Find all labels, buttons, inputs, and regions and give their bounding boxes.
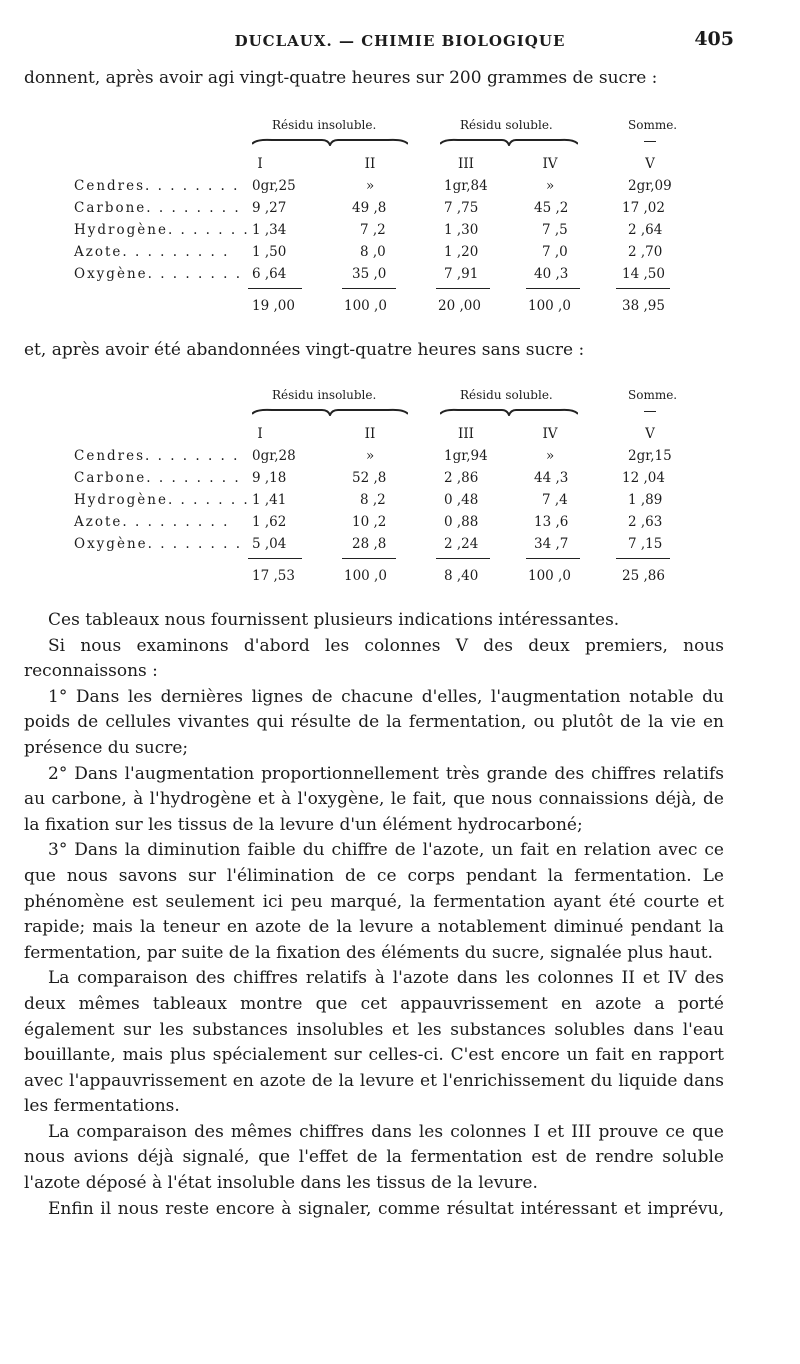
row-label: Carbone. . . . . . . . (74, 470, 241, 486)
total-value: 19 ,00 (252, 298, 295, 314)
col-numeral-3: III (458, 156, 474, 172)
col-numeral-2: II (364, 156, 376, 172)
paragraph: Ces tableaux nous fournissent plusieurs indications intéressantes. (48, 610, 620, 630)
brace-soluble (440, 408, 578, 416)
cell-value: 9 ,27 (252, 200, 287, 216)
body-text (24, 608, 724, 1222)
brace-insoluble (252, 408, 408, 416)
cell-value: 1 ,50 (252, 244, 287, 260)
brace-insoluble (252, 138, 408, 146)
cell-value: 45 ,2 (534, 200, 569, 216)
sum-rule (526, 288, 580, 289)
cell-value: » (546, 448, 555, 464)
sum-rule (616, 558, 670, 559)
cell-value: 34 ,7 (534, 536, 569, 552)
total-value: 100 ,0 (528, 568, 571, 584)
cell-value: 9 ,18 (252, 470, 287, 486)
group-header-soluble: Résidu soluble. (460, 118, 553, 132)
cell-value: 40 ,3 (534, 266, 569, 282)
cell-value: 1gr,94 (444, 448, 488, 464)
cell-value: 7 ,5 (542, 222, 568, 238)
cell-value: 6 ,64 (252, 266, 287, 282)
sum-rule (436, 558, 490, 559)
cell-value: 0 ,88 (444, 514, 479, 530)
row-label: Azote. . . . . . . . . (74, 244, 230, 260)
cell-value: 2 ,24 (444, 536, 479, 552)
col-numeral-5: V (645, 426, 655, 442)
cell-value: 1 ,89 (628, 492, 663, 508)
sum-rule (342, 558, 396, 559)
intro-line: donnent, après avoir agi vingt-quatre heures sur 200 grammes de sucre : (24, 68, 658, 88)
cell-value: 7 ,15 (628, 536, 663, 552)
cell-value: 2 ,70 (628, 244, 663, 260)
col-numeral-1: I (257, 156, 263, 172)
group-header-insoluble: Résidu insoluble. (272, 388, 377, 402)
cell-value: » (366, 448, 375, 464)
cell-value: 0 ,48 (444, 492, 479, 508)
cell-value: 35 ,0 (352, 266, 387, 282)
cell-value: » (546, 178, 555, 194)
paragraph: Enfin il nous reste encore à signaler, comme résultat intéressant et imprévu, (48, 1198, 724, 1219)
row-label: Hydrogène. . . . . . . (74, 222, 250, 238)
paragraph: La comparaison des mêmes chiffres dans les colonnes I et III prouve ce que nous avions déjà signalé, que l'effet de la fermentation est de rendre soluble l'azote déposé à l'état insoluble dans les tissus de la levure. (24, 1121, 724, 1194)
cell-value: 7 ,4 (542, 492, 568, 508)
paragraph: Si nous examinons d'abord les colonnes V des deux premiers, nous reconnaissons : (24, 635, 724, 682)
cell-value: 52 ,8 (352, 470, 387, 486)
cell-value: 7 ,75 (444, 200, 479, 216)
total-value: 100 ,0 (528, 298, 571, 314)
cell-value: 44 ,3 (534, 470, 569, 486)
cell-value: 7 ,2 (360, 222, 386, 238)
col-numeral-4: IV (542, 156, 558, 172)
cell-value: 5 ,04 (252, 536, 287, 552)
paragraph: La comparaison des chiffres relatifs à l'azote dans les colonnes II et IV des deux mêmes tableaux montre que cet appauvrissement en azote a porté également sur les substances insolubles et les substances solubles dans l'eau bouillante, mais plus spécialement sur celles-ci. C'est encore un fait en rapport avec l'appauvrissement en azote de la levure et l'enrichissement du liquide dans les fermentations. (24, 968, 724, 1117)
cell-value: 1 ,30 (444, 222, 479, 238)
sum-rule (616, 288, 670, 289)
total-value: 8 ,40 (444, 568, 479, 584)
cell-value: 7 ,91 (444, 266, 479, 282)
cell-value: 2gr,09 (628, 178, 672, 194)
cell-value: 14 ,50 (622, 266, 665, 282)
total-value: 17 ,53 (252, 568, 295, 584)
sum-rule (248, 558, 302, 559)
group-header-insoluble: Résidu insoluble. (272, 118, 377, 132)
paragraph: 2° Dans l'augmentation proportionnellement très grande des chiffres relatifs au carbone, à l'hydrogène et à l'oxygène, le fait, que nous connaissions déjà, de la fixation sur les tissus de la levure d'un élément hydrocarboné; (24, 763, 724, 835)
running-header (0, 28, 800, 56)
row-label: Hydrogène. . . . . . . (74, 492, 250, 508)
cell-value: 1 ,20 (444, 244, 479, 260)
dash-sum (644, 411, 656, 412)
cell-value: 13 ,6 (534, 514, 569, 530)
cell-value: 12 ,04 (622, 470, 665, 486)
running-title: DUCLAUX. — CHIMIE BIOLOGIQUE (234, 32, 566, 50)
cell-value: 2gr,15 (628, 448, 672, 464)
cell-value: 17 ,02 (622, 200, 665, 216)
cell-value: 1 ,62 (252, 514, 287, 530)
col-numeral-5: V (645, 156, 655, 172)
total-value: 38 ,95 (622, 298, 665, 314)
total-value: 20 ,00 (438, 298, 481, 314)
sum-rule (248, 288, 302, 289)
row-label: Oxygène. . . . . . . . (74, 266, 242, 282)
group-header-soluble: Résidu soluble. (460, 388, 553, 402)
cell-value: 8 ,0 (360, 244, 386, 260)
cell-value: 2 ,86 (444, 470, 479, 486)
cell-value: 2 ,64 (628, 222, 663, 238)
group-header-sum: Somme. (628, 118, 678, 132)
cell-value: 0gr,28 (252, 448, 296, 464)
cell-value: 49 ,8 (352, 200, 387, 216)
cell-value: 0gr,25 (252, 178, 296, 194)
col-numeral-4: IV (542, 426, 558, 442)
paragraph: 1° Dans les dernières lignes de chacune d'elles, l'augmentation notable du poids de cellules vivantes qui résulte de la fermentation, ou plutôt de la vie en présence du sucre; (24, 686, 724, 758)
sum-rule (526, 558, 580, 559)
cell-value: 1 ,41 (252, 492, 287, 508)
total-value: 100 ,0 (344, 298, 387, 314)
row-label: Cendres. . . . . . . . (74, 448, 240, 464)
sum-rule (436, 288, 490, 289)
cell-value: 7 ,0 (542, 244, 568, 260)
brace-soluble (440, 138, 578, 146)
sum-rule (342, 288, 396, 289)
cell-value: 10 ,2 (352, 514, 387, 530)
cell-value: 28 ,8 (352, 536, 387, 552)
paragraph: 3° Dans la diminution faible du chiffre de l'azote, un fait en relation avec ce que nous savons sur l'élimination de ce corps pendant la fermentation. Le phénomène est seulement ici peu marqué, la fermentation ayant été courte et rapide; mais la teneur en azote de la levure a notablement diminué pendant la fermentation, par suite de la fixation des éléments du sucre, signalée plus haut. (24, 840, 724, 963)
col-numeral-2: II (364, 426, 376, 442)
row-label: Cendres. . . . . . . . (74, 178, 240, 194)
cell-value: 2 ,63 (628, 514, 663, 530)
cell-value: » (366, 178, 375, 194)
total-value: 100 ,0 (344, 568, 387, 584)
total-value: 25 ,86 (622, 568, 665, 584)
group-header-sum: Somme. (628, 388, 678, 402)
cell-value: 1gr,84 (444, 178, 488, 194)
col-numeral-1: I (257, 426, 263, 442)
row-label: Oxygène. . . . . . . . (74, 536, 242, 552)
dash-sum (644, 141, 656, 142)
middle-line: et, après avoir été abandonnées vingt-quatre heures sans sucre : (24, 340, 585, 360)
cell-value: 1 ,34 (252, 222, 287, 238)
cell-value: 8 ,2 (360, 492, 386, 508)
col-numeral-3: III (458, 426, 474, 442)
row-label: Azote. . . . . . . . . (74, 514, 230, 530)
row-label: Carbone. . . . . . . . (74, 200, 241, 216)
page-number: 405 (694, 28, 734, 50)
